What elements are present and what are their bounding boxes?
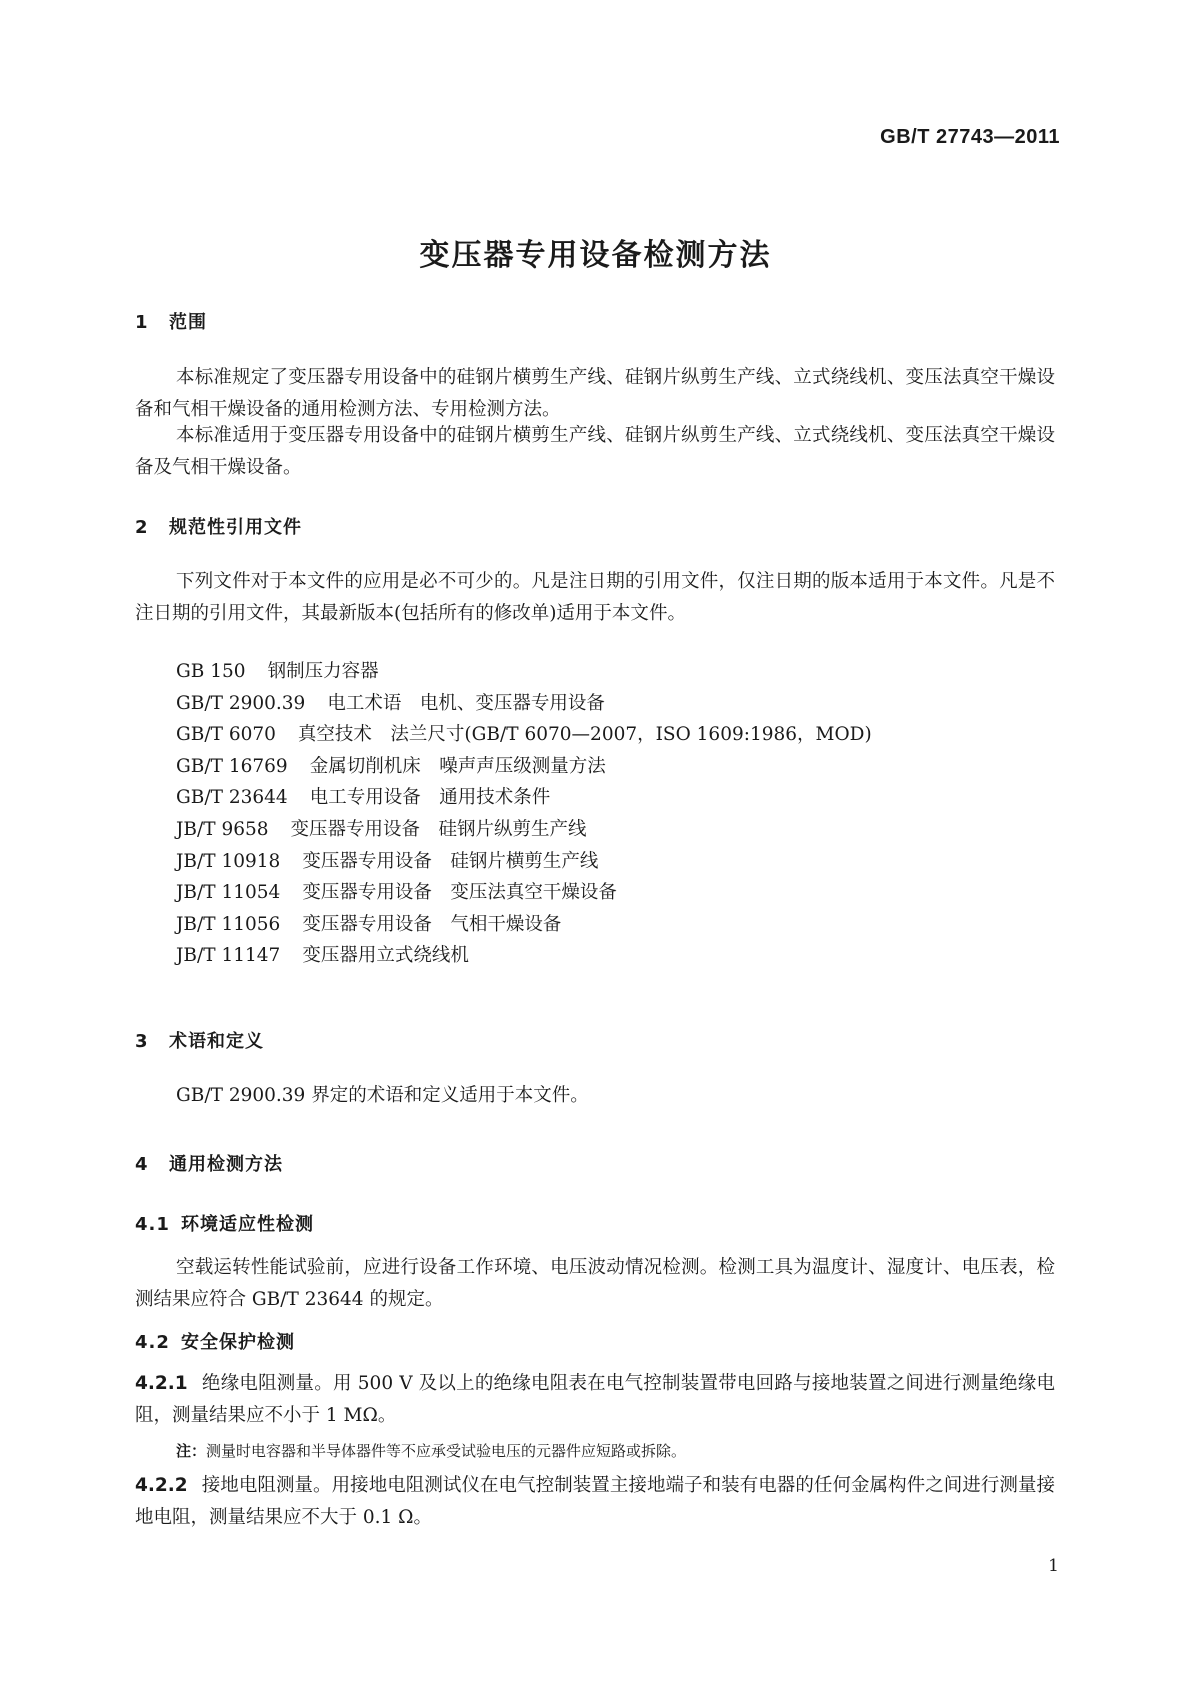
section-4-1-paragraph: 空载运转性能试验前，应进行设备工作环境、电压波动情况检测。检测工具为温度计、湿度计、电压表，检测结果应符合 GB/T 23644 的规定。	[135, 1257, 1055, 1310]
clause-number: 4.2.1	[135, 1373, 188, 1394]
reference-title: 钢制压力容器	[267, 661, 379, 682]
reference-item	[176, 940, 872, 972]
clause-4-2-1	[135, 1368, 1055, 1432]
page-number: 1	[1048, 1556, 1059, 1576]
reference-code: JB/T 11056	[176, 913, 281, 935]
reference-title: 变压器专用设备 硅钢片横剪生产线	[302, 850, 599, 872]
reference-code: GB/T 6070	[176, 724, 276, 746]
subsection-number: 4.2	[135, 1332, 170, 1353]
section-2-heading	[135, 513, 302, 539]
section-4-2-heading	[135, 1328, 295, 1354]
reference-title: 变压器专用设备 硅钢片纵剪生产线	[290, 818, 587, 840]
clause-4-2-2	[135, 1470, 1055, 1534]
section-number: 4	[135, 1154, 149, 1175]
reference-item	[176, 846, 872, 878]
reference-item	[176, 688, 872, 720]
reference-code: GB/T 16769	[176, 755, 288, 777]
note	[176, 1440, 686, 1462]
reference-code: GB/T 23644	[176, 787, 288, 809]
reference-item	[176, 782, 872, 814]
reference-code: JB/T 11147	[176, 945, 281, 967]
section-title: 范围	[169, 312, 207, 333]
section-1-paragraph-2: 本标准适用于变压器专用设备中的硅钢片横剪生产线、硅钢片纵剪生产线、立式绕线机、变压法真空干燥设备及气相干燥设备。	[135, 425, 1055, 478]
reference-item	[176, 751, 872, 783]
normative-reference-list	[176, 656, 872, 972]
reference-title: 变压器专用设备 气相干燥设备	[302, 913, 562, 935]
reference-code: GB 150	[176, 661, 246, 682]
reference-item	[176, 719, 872, 751]
section-title: 通用检测方法	[169, 1154, 283, 1175]
section-2-intro: 下列文件对于本文件的应用是必不可少的。凡是注日期的引用文件，仅注日期的版本适用于本文件。凡是不注日期的引用文件，其最新版本(包括所有的修改单)适用于本文件。	[135, 571, 1055, 624]
section-title: 规范性引用文件	[169, 517, 302, 538]
reference-item	[176, 877, 872, 909]
section-1-heading	[135, 308, 207, 334]
reference-title: 真空技术 法兰尺寸(GB/T 6070—2007，ISO 1609:1986，MOD)	[297, 724, 872, 746]
subsection-number: 4.1	[135, 1214, 170, 1235]
clause-text: 绝缘电阻测量。用 500 V 及以上的绝缘电阻表在电气控制装置带电回路与接地装置之间进行测量绝缘电阻，测量结果应不小于 1 MΩ。	[135, 1373, 1055, 1426]
section-number: 1	[135, 312, 149, 333]
reference-item	[176, 814, 872, 846]
reference-title: 变压器专用设备 变压法真空干燥设备	[302, 882, 617, 904]
section-4-heading	[135, 1150, 283, 1176]
section-title: 术语和定义	[169, 1031, 264, 1052]
reference-item	[176, 909, 872, 941]
section-4-1-heading	[135, 1210, 314, 1236]
subsection-title: 环境适应性检测	[181, 1214, 314, 1235]
clause-number: 4.2.2	[135, 1475, 188, 1496]
standard-number: GB/T 27743—2011	[880, 126, 1060, 148]
section-number: 3	[135, 1031, 149, 1052]
reference-title: 电工术语 电机、变压器专用设备	[327, 692, 605, 714]
section-3-heading	[135, 1027, 264, 1053]
reference-code: JB/T 9658	[176, 818, 269, 840]
reference-code: JB/T 10918	[176, 850, 281, 872]
section-1-paragraph-1: 本标准规定了变压器专用设备中的硅钢片横剪生产线、硅钢片纵剪生产线、立式绕线机、变压法真空干燥设备和气相干燥设备的通用检测方法、专用检测方法。	[135, 367, 1055, 420]
reference-code: JB/T 11054	[176, 882, 281, 904]
reference-title: 电工专用设备 通用技术条件	[309, 787, 551, 809]
document-title: 变压器专用设备检测方法	[419, 238, 772, 273]
section-3-paragraph: GB/T 2900.39 界定的术语和定义适用于本文件。	[176, 1085, 589, 1106]
clause-text: 接地电阻测量。用接地电阻测试仪在电气控制装置主接地端子和装有电器的任何金属构件之间进行测量接地电阻，测量结果应不大于 0.1 Ω。	[135, 1475, 1055, 1528]
note-label: 注：	[176, 1442, 207, 1460]
section-number: 2	[135, 517, 149, 538]
reference-title: 变压器用立式绕线机	[302, 945, 469, 967]
subsection-title: 安全保护检测	[181, 1332, 295, 1353]
reference-title: 金属切削机床 噪声声压级测量方法	[309, 755, 606, 777]
reference-item	[176, 656, 872, 688]
reference-code: GB/T 2900.39	[176, 692, 306, 714]
note-text: 测量时电容器和半导体器件等不应承受试验电压的元器件应短路或拆除。	[206, 1442, 687, 1460]
